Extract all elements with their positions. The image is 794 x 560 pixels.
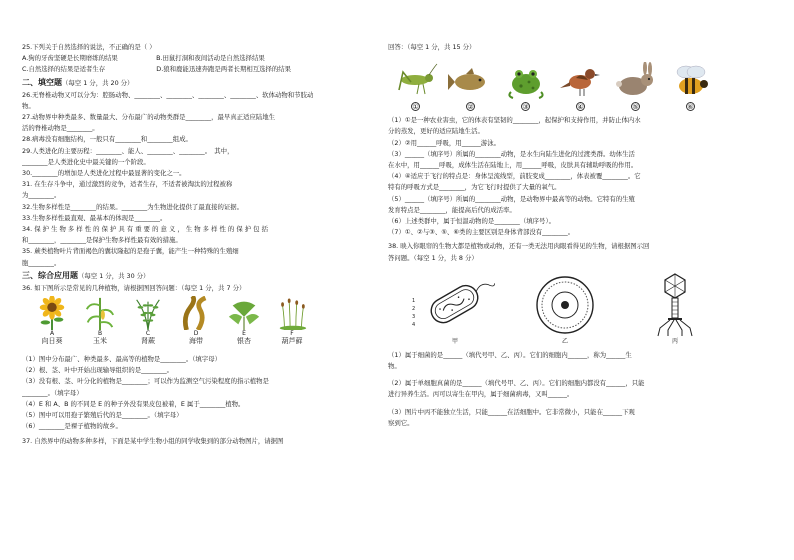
- plant-name: 肾蕨: [141, 337, 155, 346]
- fish-icon: [448, 62, 494, 100]
- section-2-note: （每空 1 分，共 20 分）: [62, 78, 134, 87]
- bee-icon: [668, 62, 714, 100]
- question-30: 30.________的增加是人类进化过程中最显著的变化之一。: [22, 169, 186, 178]
- microbe-label: 丙: [671, 337, 678, 345]
- question-32: 32.生物多样性是________的结果。________为生物进化提供了最直接的证据。: [22, 202, 244, 211]
- bacteriophage-icon: [630, 272, 720, 338]
- animal-number: ①: [412, 102, 419, 111]
- corn-icon: [81, 296, 119, 330]
- plant-name: 玉米: [93, 337, 107, 346]
- question-36-3: （3）没有根、茎、叶分化的植物是________；可以作为监测空气污染程度的指示植物是: [22, 377, 269, 386]
- question-37-1-cont: 分的蒸发，更好的适应陆地生活。: [388, 127, 484, 136]
- animal-number: ⑥: [687, 102, 694, 111]
- section-3-note: （每空 1 分，共 30 分）: [78, 271, 150, 280]
- question-34: 34. 保 护 生 物 多 样 性 的 保 护 具 有 重 要 的 意 义 ， 生 物 多 样 性 的 保 护 包 括: [22, 225, 268, 234]
- animal-number: ④: [577, 102, 584, 111]
- kelp-icon: [177, 296, 215, 330]
- question-37-6: （6）上述类群中，属于恒温动物的是________（填序号）。: [388, 217, 556, 226]
- question-36: 36. 如下图所示是常见的几种植物，请根据图回答问题：（每空 1 分，共 7 分）: [22, 283, 246, 292]
- animal-number: ⑤: [632, 102, 639, 111]
- sunflower-icon: [33, 296, 71, 330]
- question-27-cont: 活的脊椎动物是________。: [22, 124, 99, 133]
- question-36-1: （1）图中分布最广、种类最多、最高等的植物是________。（填字母）: [22, 355, 221, 364]
- animal-6: [663, 55, 718, 111]
- plant-letter: F: [290, 330, 294, 338]
- plant-e: [220, 296, 268, 346]
- question-37-7: （7）①、②与③、⑤、⑥类的主要区别是身体背部没有________。: [388, 228, 575, 237]
- microbe-bing: [620, 268, 730, 346]
- plant-b: [76, 296, 124, 346]
- microbe-jia: [400, 268, 510, 346]
- question-38-3-cont: 察到它。: [388, 418, 414, 427]
- question-27: 27.动物界中种类最多、数量最大、分布最广的动物类群是________，最早真正适应陆地生: [22, 113, 276, 122]
- question-28: 28.病毒没有细胞结构，一般只有________和________组成。: [22, 135, 192, 144]
- question-38-1-cont: 物。: [388, 362, 401, 371]
- microbe-yi: [510, 268, 620, 346]
- question-25-options-ab: A.狗的牙齿坚硬是长期磨练的结果 B.田鼠打洞和夜间活动是自然选择结果: [22, 54, 265, 63]
- question-37-4-cont: 特有的呼吸方式是________，为它飞行时提供了大量的氧气。: [388, 183, 561, 192]
- plant-figure: [28, 296, 366, 346]
- question-38-2-cont: 进行异养生活。丙可以寄生在甲内，属于细菌病毒，又叫______。: [388, 390, 574, 399]
- question-37-5: （5）______（填序号）所属的________动物，是动物界中最高等的动物。它特有的生殖: [388, 194, 635, 203]
- question-36-2: （2）根、茎、叶中开始出现输导组织的是________。: [22, 366, 174, 375]
- animal-3: [498, 55, 553, 111]
- plant-letter: B: [97, 330, 103, 338]
- question-37-3: （3）______（填序号）所属的________动物，是水生向陆生进化的过渡类群。幼体生活: [388, 149, 635, 158]
- animal-4: [553, 55, 608, 111]
- question-35: 35. 蕨类植物叶片背面褐色的囊状隆起的是孢子囊，能产生一种特殊的生殖细: [22, 247, 239, 256]
- fern-icon: [129, 296, 167, 330]
- section-3-title: 三、综合应用题: [22, 270, 78, 280]
- section-3-heading: [22, 269, 366, 283]
- plant-name: 向日葵: [41, 337, 63, 346]
- right-column: [388, 42, 776, 429]
- question-35-cont: 胞________。: [22, 258, 61, 267]
- plant-a: [28, 296, 76, 346]
- question-25: 25.下列关于自然选择的说法，不正确的是（ ）: [22, 43, 156, 51]
- question-37-3-cont: 在水中，用______呼吸，成体生活在陆地上，用______呼吸，皮肤具有辅助呼吸的作用。: [388, 161, 638, 170]
- rabbit-icon: [613, 62, 659, 100]
- microbe-label: 乙: [561, 337, 568, 345]
- animal-2: [443, 55, 498, 111]
- animal-number: ③: [522, 102, 529, 111]
- section-2-title: 二、填空题: [22, 77, 62, 87]
- question-37-2: （2）②用______呼吸，用______游泳。: [388, 138, 501, 147]
- plant-letter: C: [145, 330, 151, 338]
- svg-text:2: 2: [412, 305, 416, 312]
- question-33: 33.生物多样性最直观、最基本的体现是________。: [22, 213, 167, 222]
- question-26-cont: 物。: [22, 101, 35, 110]
- microbe-figure: [400, 268, 776, 346]
- plant-letter: A: [49, 330, 55, 338]
- question-38-cont: 答问题。（每空 1 分，共 8 分）: [388, 253, 478, 262]
- animal-1: [388, 55, 443, 111]
- plant-d: [172, 296, 220, 346]
- question-34-cont: 和________，________是保护生物多样性最有效的措施。: [22, 236, 182, 245]
- yeast-cell-icon: [520, 272, 610, 338]
- grasshopper-icon: [393, 62, 439, 100]
- question-38-2: （2）属于单细胞真菌的是______（填代号甲、乙、丙）。它们的细胞内都没有______，只能: [388, 379, 645, 388]
- question-29-cont: ________是人类进化史中最关键的一个阶段。: [22, 157, 150, 166]
- svg-text:3: 3: [412, 313, 416, 320]
- plant-letter: D: [193, 330, 199, 338]
- section-2-heading: [22, 76, 366, 90]
- question-36-3-cont: ________。（填字母）: [22, 388, 83, 397]
- question-37-intro: 回答：（每空 1 分，共 15 分）: [388, 43, 476, 51]
- question-36-6: （6）________是裸子植物的故乡。: [22, 422, 122, 431]
- question-36-4: （4）E 和 A、B 的不同是 E 的种子外没有果皮包被着，E 属于________植物。: [22, 399, 245, 408]
- plant-f: [268, 296, 316, 346]
- animal-number: ②: [467, 102, 474, 111]
- question-26: 26.无脊椎动物又可以分为：腔肠动物、________、________、________、________、软体动物和节肢动: [22, 90, 314, 99]
- frog-icon: [503, 62, 549, 100]
- question-37: 37. 自然界中的动物多种多样，下面是某中学生物小组的同学收集到的部分动物图片，请据图: [22, 437, 284, 446]
- svg-text:4: 4: [412, 321, 416, 328]
- plant-letter: E: [242, 330, 246, 338]
- question-37-4: （4）④适应于飞行的特点是：身体呈流线型，前肢变成________，体表被覆________。它: [388, 172, 641, 181]
- question-31-cont: 为________。: [22, 191, 61, 200]
- svg-text:1: 1: [412, 297, 416, 304]
- bacterium-icon: [410, 272, 500, 338]
- question-29: 29.人类进化的主要历程：________、能人、________、________。 其中，: [22, 146, 234, 155]
- microbe-label: 甲: [451, 337, 458, 345]
- question-37-5-cont: 发育特点是________，能提高后代的成活率。: [388, 205, 516, 214]
- animal-5: [608, 55, 663, 111]
- question-25-options-cd: C.自然选择的结果是适者生存 D.狼和鹿能迅速奔跑是两者长期相互选择的结果: [22, 65, 292, 74]
- question-31: 31. 在生存斗争中，通过激烈的竞争，适者生存，不适者被淘汰的过程被称: [22, 180, 233, 189]
- plant-name: 海带: [189, 337, 203, 346]
- bird-icon: [558, 62, 604, 100]
- plant-name: 葫芦藓: [281, 337, 303, 346]
- animal-figure: [388, 55, 776, 111]
- question-38-3: （3）图片中丙不能独立生活，只能______在活细胞中。它非常微小，只能在______下观: [388, 407, 635, 416]
- moss-icon: [273, 296, 311, 330]
- left-column: [22, 42, 366, 448]
- plant-c: [124, 296, 172, 346]
- question-36-5: （5）图中可以用孢子繁殖后代的是________。（填字母）: [22, 411, 183, 420]
- question-37-1: （1）①是一种农业害虫，它的体表有坚韧的________，起保护和支持作用，并防止体内水: [388, 116, 641, 125]
- plant-name: 银杏: [237, 337, 251, 346]
- question-38: 38. 映入你眼帘的生物大都是植物或动物，还有一类无法用肉眼看得见的生物，请根据图示回: [388, 242, 650, 251]
- question-38-1: （1）属于细菌的是______（填代号甲、乙、丙）。它们的细胞内______，称为______生: [388, 350, 632, 359]
- ginkgo-icon: [225, 296, 263, 330]
